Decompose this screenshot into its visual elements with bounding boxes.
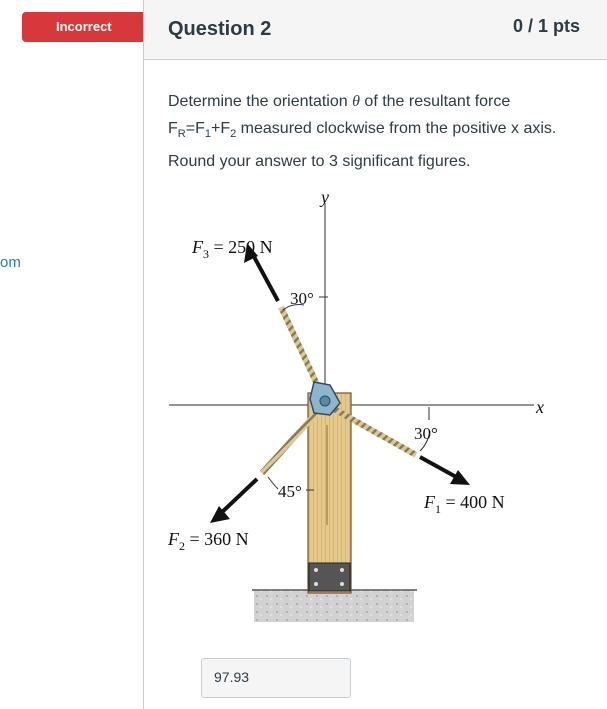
bolt — [314, 582, 318, 586]
question-text-part: measured clockwise from the positive x axis. Round your answer to 3 significant figures. — [168, 120, 557, 171]
force-diagram — [144, 185, 607, 635]
left-nav-link-fragment[interactable]: om — [0, 254, 21, 271]
question-text — [168, 88, 568, 175]
answer-input[interactable]: 97.93 — [201, 658, 351, 698]
f3-label: $F_3 = 250$ N — [192, 237, 273, 261]
ground — [254, 590, 414, 622]
base-plate — [309, 563, 350, 591]
f1-label: $F_1 = 400$ N — [424, 492, 505, 516]
x-axis-label: x — [536, 397, 544, 417]
f1-subscript: 1 — [204, 128, 211, 141]
question-card — [143, 0, 607, 709]
equation-part: +F — [210, 120, 231, 137]
ring-center — [320, 396, 330, 406]
bolt — [314, 568, 318, 572]
f2-subscript: 2 — [230, 128, 237, 141]
bolt — [340, 568, 344, 572]
question-text-part: of the resultant force — [359, 93, 511, 110]
fr-symbol: F — [168, 120, 178, 137]
incorrect-label: Incorrect — [56, 19, 112, 34]
arrow-f3 — [252, 253, 278, 301]
equation-part: =F — [185, 120, 205, 137]
arrow-f2 — [219, 479, 257, 515]
question-text-part: Determine the orientation — [168, 93, 353, 110]
question-points: 0 / 1 pts — [512, 16, 580, 36]
angle-arc-45 — [268, 477, 278, 489]
question-title: Question 2 — [168, 18, 272, 40]
incorrect-badge — [22, 12, 162, 42]
fr-subscript: R — [177, 128, 186, 141]
angle-label-45: 45° — [278, 482, 302, 501]
theta-symbol: θ — [352, 93, 360, 110]
f2-label: $F_2 = 360$ N — [168, 529, 249, 553]
arrow-f1 — [420, 457, 458, 478]
bolt — [340, 582, 344, 586]
y-axis-label: y — [321, 187, 329, 207]
angle-label-30-top: 30° — [290, 289, 314, 308]
angle-label-30-right: 30° — [414, 424, 438, 443]
question-header — [144, 0, 607, 60]
